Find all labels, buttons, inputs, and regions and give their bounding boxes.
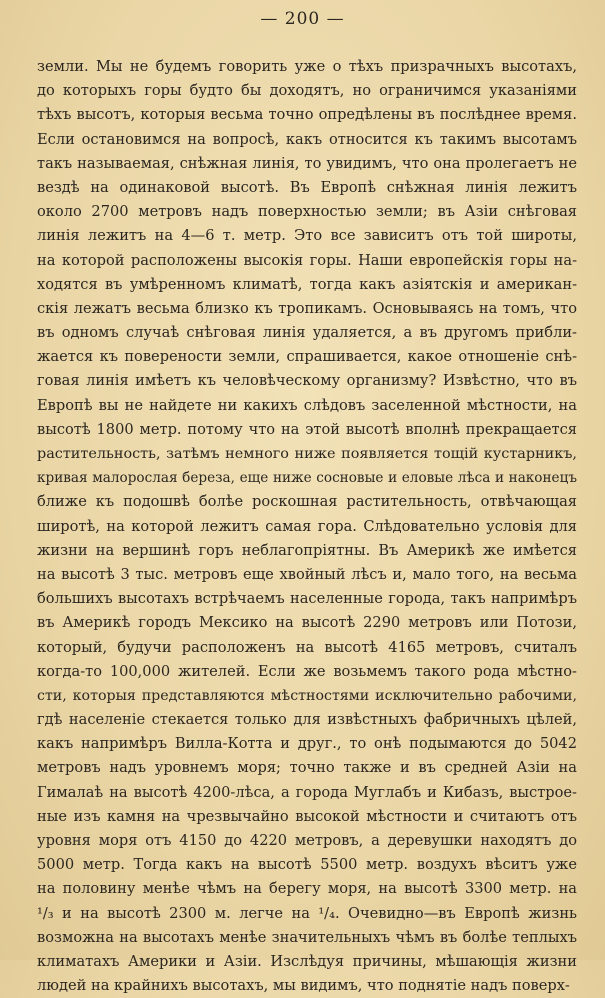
text-line: жизни на вершинѣ горъ неблагопріятны. Въ Америкѣ же имѣется xyxy=(37,541,577,559)
text-line: 5000 метр. Тогда какъ на высотѣ 5500 метр. воздухъ вѣситъ уже xyxy=(37,856,577,874)
text-line: Европѣ вы не найдете ни какихъ слѣдовъ заселенной мѣстности, на xyxy=(37,396,577,414)
text-line: ближе къ подошвѣ болѣе роскошная растительность, отвѣчающая xyxy=(37,493,577,511)
body-text xyxy=(37,55,577,998)
text-line: около 2700 метровъ надъ поверхностью земли; въ Азіи снѣговая xyxy=(37,203,577,221)
text-line: тѣхъ высотъ, которыя весьма точно опредѣлены въ послѣднее время. xyxy=(37,106,577,124)
text-line: Если остановимся на вопросѣ, какъ относится къ такимъ высотамъ xyxy=(37,130,577,148)
text-line: на высотѣ 3 тыс. метровъ еще хвойный лѣсъ и, мало того, на весьма xyxy=(37,565,577,583)
page-number: — 200 — xyxy=(260,9,345,29)
text-line: какъ напримѣръ Вилла-Котта и друг., то онѣ подымаются до 5042 xyxy=(37,735,577,753)
text-line: когда-то 100,000 жителей. Если же возьмемъ такого рода мѣстно- xyxy=(37,662,577,680)
text-line: въ одномъ случаѣ снѣговая линія удаляется, а въ другомъ прибли- xyxy=(37,324,577,342)
text-line: уровня моря отъ 4150 до 4220 метровъ, а деревушки находятъ до xyxy=(37,832,577,849)
text-line: говая линія имѣетъ къ человѣческому организму? Извѣстно, что въ xyxy=(37,372,577,390)
text-line: метровъ надъ уровнемъ моря; точно также и въ средней Азіи на xyxy=(37,759,577,777)
text-line: жается къ поверености земли, спрашивается, какое отношеніе снѣ- xyxy=(37,348,577,366)
text-line: который, будучи расположенъ на высотѣ 4165 метровъ, считалъ xyxy=(37,638,577,656)
text-line: возможна на высотахъ менѣе значительныхъ чѣмъ въ болѣе теплыхъ xyxy=(37,928,577,946)
text-line: ¹/₃ и на высотѣ 2300 м. легче на ¹/₄. Очевидно—въ Европѣ жизнь xyxy=(37,904,577,922)
text-line: большихъ высотахъ встрѣчаемъ населенные города, такъ напримѣръ xyxy=(37,590,577,608)
text-line: въ Америкѣ городъ Мексико на высотѣ 2290 метровъ или Потози, xyxy=(37,614,577,632)
text-line: широтѣ, на которой лежитъ самая гора. Слѣдовательно условія для xyxy=(37,517,577,535)
text-line: гдѣ населеніе стекается только для извѣстныхъ фабричныхъ цѣлей, xyxy=(37,711,577,729)
text-line: сти, которыя представляются мѣстностями исключительно рабочими, xyxy=(37,687,577,704)
text-line: земли. Мы не будемъ говорить уже о тѣхъ призрачныхъ высотахъ, xyxy=(37,58,577,75)
text-line: скія лежатъ весьма близко къ тропикамъ. Основываясь на томъ, что xyxy=(37,299,577,317)
text-line: ные изъ камня на чрезвычайно высокой мѣстности и считаютъ отъ xyxy=(37,807,577,825)
text-line: линія лежитъ на 4—6 т. метр. Это все зависитъ отъ той широты, xyxy=(37,227,577,245)
text-line: людей на крайнихъ высотахъ, мы видимъ, что поднятіе надъ поверх- xyxy=(37,977,570,995)
text-line: на половину менѣе чѣмъ на берегу моря, на высотѣ 3300 метр. на xyxy=(37,880,577,898)
text-line: высотѣ 1800 метр. потому что на этой высотѣ вполнѣ прекращается xyxy=(37,420,577,438)
text-line: ходятся въ умѣренномъ климатѣ, тогда какъ азіятскія и американ- xyxy=(37,275,577,293)
text-line: вездѣ на одинаковой высотѣ. Въ Европѣ снѣжная линія лежитъ xyxy=(37,178,577,196)
text-line: климатахъ Америки и Азіи. Изслѣдуя причины, мѣшающія жизни xyxy=(37,952,577,970)
text-line: на которой расположены высокія горы. Наши европейскія горы на- xyxy=(37,251,577,269)
text-line: кривая малорослая береза, еще ниже сосновые и еловые лѣса и наконецъ xyxy=(37,470,577,487)
text-line: растительность, затѣмъ немного ниже появляется тощій кустарникъ, xyxy=(37,446,577,462)
text-line: Гималаѣ на высотѣ 4200-лѣса, а города Муглабъ и Кибазъ, выстрое- xyxy=(37,783,577,801)
text-line: до которыхъ горы будто бы доходятъ, но ограничимся указаніями xyxy=(37,82,577,100)
text-line: такъ называемая, снѣжная линія, то увидимъ, что она пролегаетъ не xyxy=(37,154,577,172)
